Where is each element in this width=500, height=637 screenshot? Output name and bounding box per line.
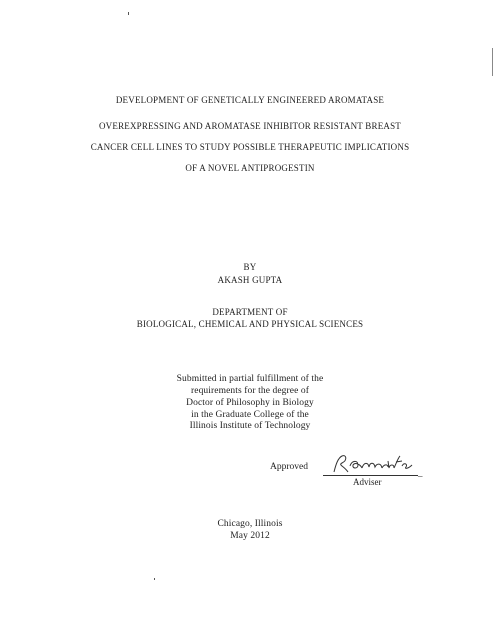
signature-dash: – [418, 471, 423, 481]
approved-label: Approved [270, 462, 308, 472]
submission-line: Submitted in partial fulfillment of the [176, 374, 324, 384]
thesis-title-line: OVEREXPRESSING AND AROMATASE INHIBITOR RESISTANT BREAST [98, 121, 401, 131]
location: Chicago, Illinois [217, 519, 283, 529]
submission-line: in the Graduate College of the [191, 410, 309, 420]
submission-line: Doctor of Philosophy in Biology [186, 398, 314, 408]
handwritten-signature [328, 452, 418, 476]
department-line: BIOLOGICAL, CHEMICAL AND PHYSICAL SCIENCES [136, 319, 364, 329]
scan-edge-mark [492, 48, 493, 76]
thesis-title-line: CANCER CELL LINES TO STUDY POSSIBLE THERAPEUTIC IMPLICATIONS [90, 142, 410, 152]
scan-speck [154, 578, 155, 580]
adviser-label: Adviser [353, 477, 382, 487]
submission-line: requirements for the degree of [190, 386, 309, 396]
department-line: DEPARTMENT OF [212, 307, 288, 317]
author-name: AKASH GUPTA [217, 275, 283, 285]
submission-line: Illinois Institute of Technology [189, 421, 311, 431]
by-label: BY [243, 262, 257, 272]
thesis-title-line: OF A NOVEL ANTIPROGESTIN [185, 163, 315, 173]
scan-speck [128, 12, 129, 15]
signature-line [323, 475, 418, 476]
approval-signature-block [270, 452, 430, 488]
submission-date: May 2012 [230, 531, 270, 541]
thesis-title-line: DEVELOPMENT OF GENETICALLY ENGINEERED AROMATASE [115, 95, 385, 105]
